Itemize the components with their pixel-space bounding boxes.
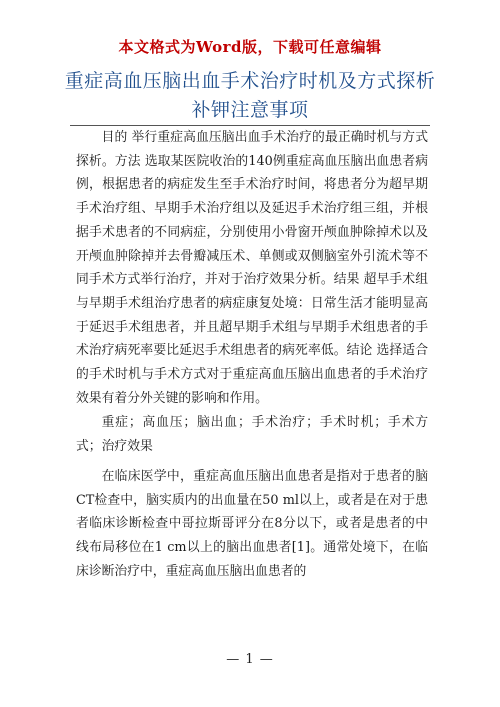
document-body [76, 126, 428, 583]
document-title: 重症高血压脑出血手术治疗时机及方式探析补钾注意事项 [64, 70, 436, 121]
intro-paragraph: 在临床医学中，重症高血压脑出血患者是指对于患者的脑CT检查中，脑实质内的出血量在50 ml以上，或者是在对于患者临床诊断检查中哥拉斯哥评分在8分以下，或者是患者的中线布局移位在1 cm以上的脑出血患者[1]。通常处境下，在临床诊断治疗中，重症高血压脑出血患者的 [76, 468, 428, 579]
page-number: — 1 — [226, 652, 274, 667]
abstract-paragraph: 目的 举行重症高血压脑出血手术治疗的最正确时机与方式探析。方法 选取某医院收治的140例重症高血压脑出血患者病例，根据患者的病症发生至手术治疗时间，将患者分为超早期手术治疗组、早期手术治疗组以及延迟手术治疗组三组，并根据手术患者的不同病症，分别使用小骨窗开颅血肿除掉术以及开颅血肿除掉并去骨瓣减压术、单侧或双侧脑室外引流术等不同手术方式举行治疗，并对于治疗效果分析。结果 超早手术组与早期手术组治疗患者的病症康复处境：日常生活才能明显高于延迟手术组患者，并且超早期手术组与早期手术组患者的手术治疗病死率要比延迟手术组患者的病死率低。结论 选择适合的手术时机与手术方式对于重症高血压脑出血患者的手术治疗效果有着分外关键的影响和作用。 [76, 130, 428, 406]
keywords-paragraph: 重症；高血压；脑出血；手术治疗；手术时机；手术方式；治疗效果 [76, 415, 428, 455]
word-format-banner: 本文格式为Word版，下载可任意编辑 [118, 38, 382, 56]
